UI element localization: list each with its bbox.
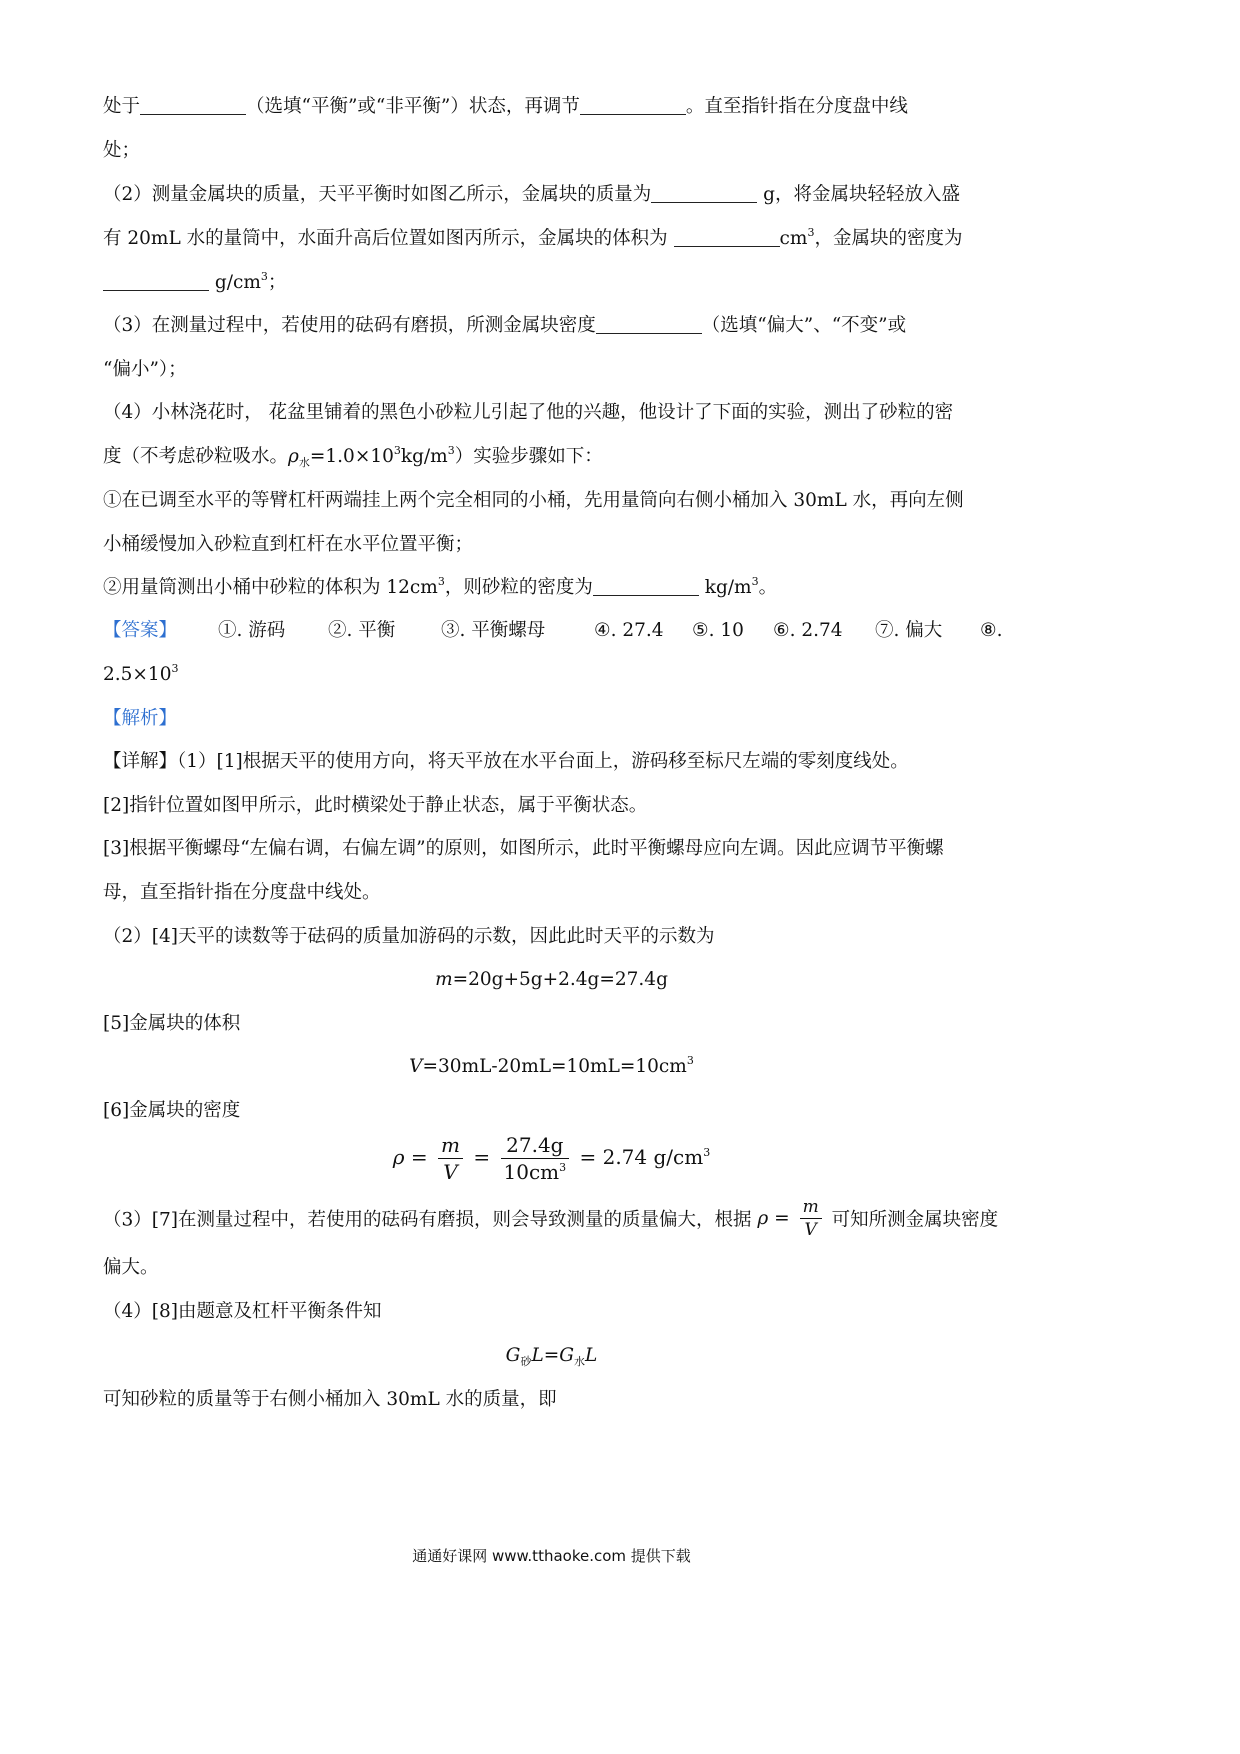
analysis-line: [5]金属块的体积 [103, 1013, 241, 1034]
answer-blank [674, 228, 780, 247]
superscript: 3 [703, 1146, 711, 1159]
question-4-line-2 [103, 445, 603, 469]
text: （3）在测量过程中，若使用的砝码有磨损，所测金属块密度 [103, 315, 596, 336]
analysis-line: （2）[4]天平的读数等于砝码的质量加游码的示数，因此此时天平的示数为 [103, 926, 715, 947]
answer-item: 2.5×10 [103, 664, 172, 685]
answer-label: 【答案】 [103, 620, 178, 641]
numerator: m [438, 1132, 463, 1159]
fraction-values [501, 1132, 570, 1185]
text: ①在已调至水平的等臂杠杆两端挂上两个完全相同的小桶，先用量筒向右侧小桶加入 30mL 水，再向左侧 [103, 490, 964, 511]
fraction-m-over-v [800, 1196, 822, 1241]
analysis-line-3 [103, 1196, 998, 1252]
answer-blank [596, 315, 702, 334]
question-1-line-1 [103, 95, 908, 119]
superscript: 3 [260, 270, 268, 283]
analysis-line: [2]指针位置如图甲所示，此时横梁处于静止状态，属于平衡状态。 [103, 795, 648, 816]
answer-item: ⑤. 10 [692, 620, 744, 641]
text: 10cm [503, 1160, 560, 1184]
equation-mass [0, 968, 1103, 992]
question-3-line-2 [103, 358, 187, 382]
superscript: 3 [559, 1161, 567, 1174]
answer-item: ⑧. [980, 620, 1003, 641]
answer-item: ⑦. 偏大 [875, 620, 943, 641]
analysis-label: 【解析】 [103, 708, 178, 729]
superscript: 3 [751, 575, 759, 588]
superscript: 3 [171, 662, 179, 675]
step-1-line-1 [103, 489, 964, 513]
text: ②用量筒测出小桶中砂粒的体积为 12cm [103, 577, 438, 598]
text: 处； [103, 140, 141, 161]
subscript: 砂 [520, 1355, 532, 1368]
denominator: V [443, 1160, 458, 1184]
text: 有 20mL 水的量筒中，水面升高后位置如图丙所示，金属块的体积为 [103, 228, 668, 249]
equation-density [0, 1132, 1103, 1185]
analysis-line: [3]根据平衡螺母“左偏右调，右偏左调”的原则，如图所示，此时平衡螺母应向左调。因此应调节平衡螺 [103, 838, 944, 859]
answer-item: ④. 27.4 [594, 620, 664, 641]
variable: L [531, 1345, 544, 1366]
variable: G [505, 1345, 521, 1366]
text: kg/m [704, 577, 752, 598]
text: （4）小林浇花时， 花盆里铺着的黑色小砂粒儿引起了他的兴趣，他设计了下面的实验，测出了砂粒的密 [103, 402, 954, 423]
text: （3）[7]在测量过程中，若使用的砝码有磨损，则会导致测量的质量偏大，根据 [103, 1209, 752, 1231]
text: 可知所测金属块密度 [831, 1209, 999, 1231]
answer-row-2 [103, 663, 178, 687]
subscript: 水 [574, 1355, 586, 1368]
text: 度（不考虑砂粒吸水。 [103, 446, 289, 467]
question-2-line-2 [103, 227, 962, 251]
numerator: 27.4g [501, 1132, 570, 1159]
denominator [501, 1159, 570, 1185]
fraction-m-over-v [438, 1132, 463, 1185]
text: “偏小”）； [103, 359, 187, 380]
variable: m [435, 969, 453, 990]
answer-item: ①. 游码 [218, 620, 286, 641]
superscript: 3 [393, 444, 401, 457]
question-3-line-1 [103, 314, 906, 338]
question-1-line-2 [103, 139, 140, 163]
result: = 2.74 g/cm [579, 1145, 704, 1169]
text: ，则砂粒的密度为 [444, 577, 593, 598]
analysis-line: 【详解】（1）[1]根据天平的使用方向，将天平放在水平台面上，游码移至标尺左端的零刻度线处。 [103, 751, 909, 772]
superscript: 3 [686, 1054, 694, 1067]
text: （选填“偏大”、“不变”或 [701, 315, 907, 336]
answer-item: ③. 平衡螺母 [441, 620, 546, 641]
rho-symbol: ρ [288, 446, 299, 467]
rho-symbol: ρ [757, 1208, 769, 1229]
question-4-line-1 [103, 401, 953, 425]
answer-blank [140, 96, 246, 115]
analysis-line: 偏大。 [103, 1257, 159, 1278]
variable: L [585, 1345, 598, 1366]
analysis-line: [6]金属块的密度 [103, 1100, 241, 1121]
footer-watermark: 通通好课网 www.tthaoke.com 提供下载 [412, 1547, 691, 1565]
equals: = [774, 1208, 790, 1229]
superscript: 3 [447, 444, 455, 457]
text: cm [779, 228, 808, 249]
answer-item: ⑥. 2.74 [773, 620, 843, 641]
rho-symbol: ρ [392, 1145, 405, 1169]
text: =30mL-20mL=10mL=10cm [422, 1056, 687, 1077]
analysis-line: 母，直至指针指在分度盘中线处。 [103, 882, 381, 903]
text: ，金属块的密度为 [814, 228, 963, 249]
text: =1.0×10 [309, 446, 394, 467]
question-2-line-1 [103, 183, 960, 207]
text: ）实验步骤如下： [454, 446, 603, 467]
answer-blank [593, 577, 699, 596]
step-2-line [103, 576, 777, 600]
text: =20g+5g+2.4g=27.4g [452, 969, 668, 990]
equals: = [543, 1345, 560, 1366]
answer-blank [651, 184, 757, 203]
superscript: 3 [807, 226, 815, 239]
analysis-line: 可知砂粒的质量等于右侧小桶加入 30mL 水的质量，即 [103, 1389, 557, 1410]
answer-row [103, 619, 1013, 643]
question-2-line-3 [103, 271, 286, 295]
text: 处于 [103, 96, 141, 117]
equation-volume [0, 1055, 1103, 1079]
superscript: 3 [437, 575, 445, 588]
variable: G [559, 1345, 575, 1366]
step-1-line-2 [103, 533, 473, 557]
denominator: V [804, 1220, 817, 1240]
text: g/cm [214, 272, 261, 293]
variable: V [409, 1056, 423, 1077]
answer-blank [103, 272, 209, 291]
numerator: m [800, 1196, 822, 1219]
equals: = [410, 1145, 428, 1169]
text: 小桶缓慢加入砂粒直到杠杆在水平位置平衡； [103, 534, 474, 555]
text: kg/m [400, 446, 448, 467]
text: g，将金属块轻轻放入盛 [763, 184, 961, 205]
equals: = [473, 1145, 491, 1169]
text: 。 [758, 577, 778, 598]
answer-item: ②. 平衡 [328, 620, 396, 641]
text: ； [267, 272, 287, 293]
text: （选填“平衡”或“非平衡”）状态，再调节 [246, 96, 580, 117]
text: （2）测量金属块的质量，天平平衡时如图乙所示，金属块的质量为 [103, 184, 652, 205]
subscript: 水 [298, 456, 310, 469]
answer-blank [580, 96, 686, 115]
equation-lever [0, 1344, 1103, 1368]
text: 。直至指针指在分度盘中线 [685, 96, 908, 117]
analysis-line: （4）[8]由题意及杠杆平衡条件知 [103, 1301, 382, 1322]
